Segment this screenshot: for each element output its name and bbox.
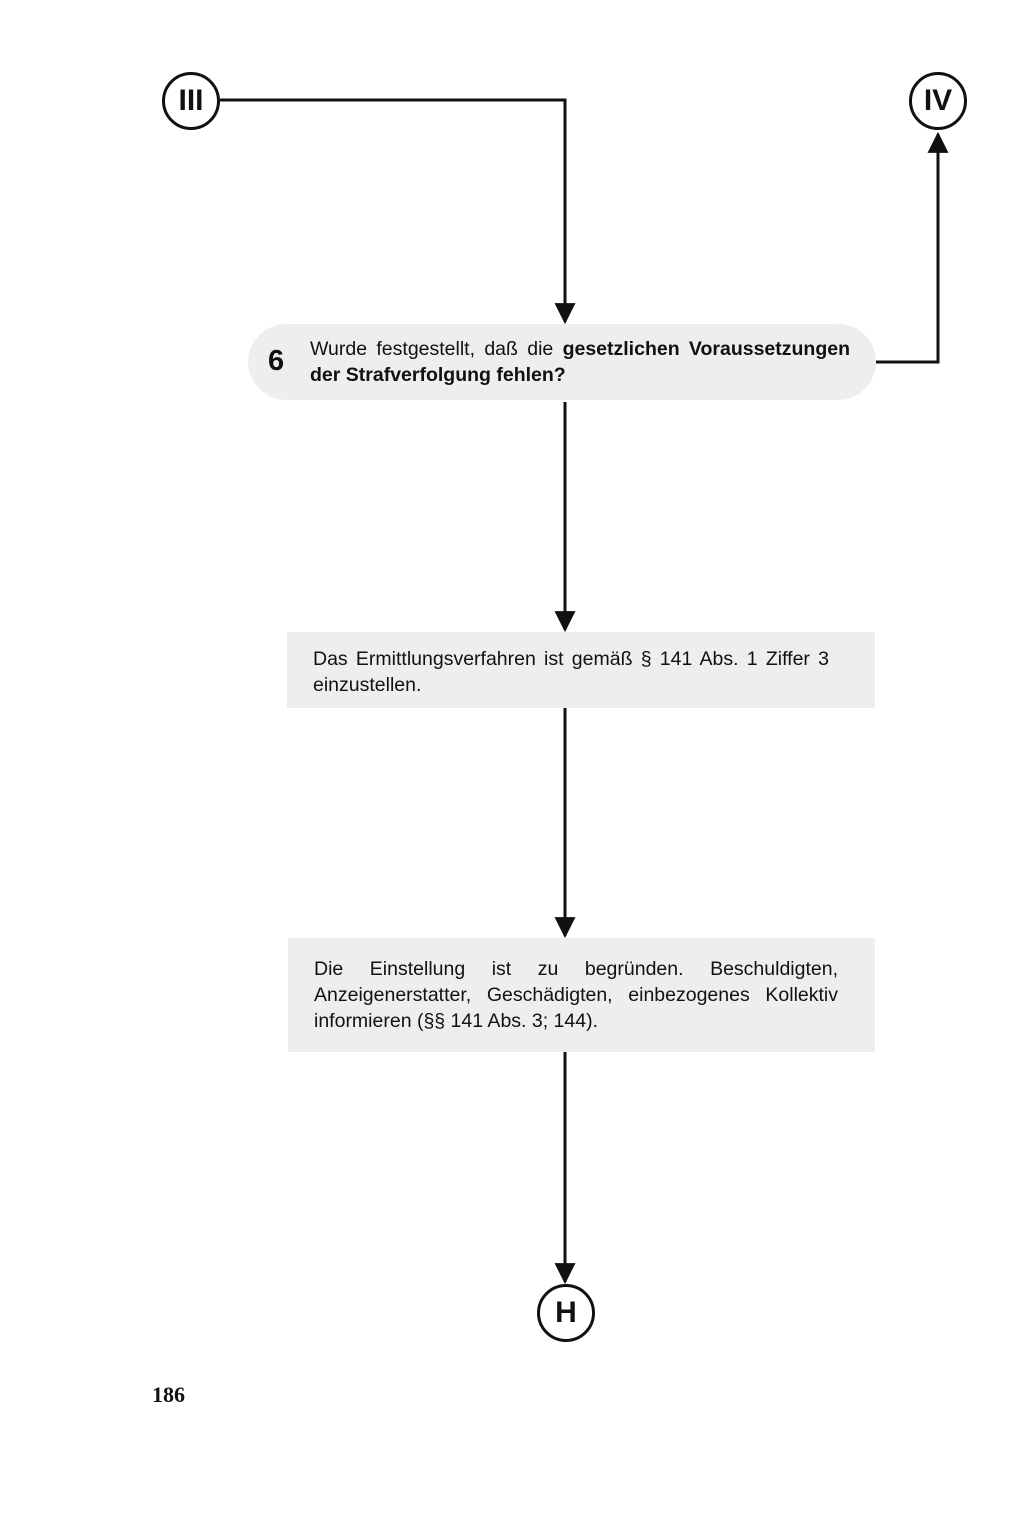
- connector-iii-label: III: [178, 84, 204, 117]
- question-text: [310, 336, 850, 388]
- page-number: 186: [152, 1382, 185, 1407]
- connector-h: [537, 1284, 595, 1342]
- question-text-part1: Wurde festgestellt, daß die: [310, 338, 554, 360]
- question-text-part2: gesetzlichen Voraussetzungen der Strafverfolgung fehlen?: [310, 338, 851, 386]
- connector-h-label: H: [555, 1296, 577, 1329]
- line-question-to-iv: [876, 134, 938, 362]
- action-box-1: [287, 632, 875, 708]
- step1-text: Das Ermittlungsverfahren ist gemäß § 141 Abs. 1 Ziffer 3 einzustellen.: [313, 648, 829, 696]
- action-box-2: [288, 938, 875, 1052]
- connector-iv: [909, 72, 967, 130]
- decision-box: [248, 324, 876, 400]
- connector-iv-label: IV: [923, 84, 953, 117]
- step2-text: Die Einstellung ist zu begründen. Beschuldigten, Anzeigenerstatter, Geschädigten, einbezogenes Kollektiv informieren (§§ 141 Abs. 3; 144).: [314, 958, 838, 1032]
- line-iii-to-question: [220, 100, 565, 322]
- question-number: 6: [268, 345, 285, 377]
- connector-iii: [162, 72, 220, 130]
